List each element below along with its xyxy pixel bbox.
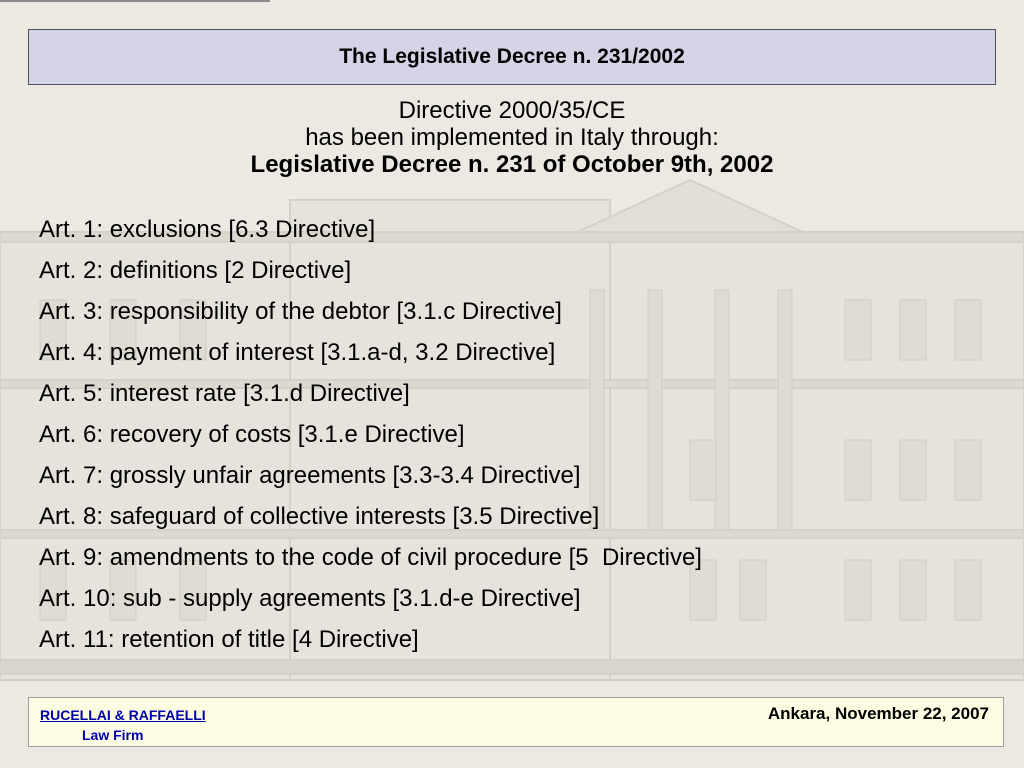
intro-line-directive: Directive 2000/35/CE <box>398 97 626 124</box>
article-item-4: Art. 4: payment of interest [3.1.a-d, 3.2 Directive] <box>39 339 556 366</box>
article-item-11: Art. 11: retention of title [4 Directive] <box>39 626 419 653</box>
article-item-7: Art. 7: grossly unfair agreements [3.3-3.4 Directive] <box>39 462 581 489</box>
article-item-8: Art. 8: safeguard of collective interests [3.5 Directive] <box>39 503 600 530</box>
firm-name-link[interactable]: RUCELLAI & RAFFAELLI <box>40 707 206 723</box>
article-item-3: Art. 3: responsibility of the debtor [3.1.c Directive] <box>39 298 562 325</box>
intro-line-implemented: has been implemented in Italy through: <box>305 124 719 151</box>
intro-text-block <box>0 97 1024 178</box>
article-item-9: Art. 9: amendments to the code of civil procedure [5 Directive] <box>39 544 702 571</box>
article-item-1: Art. 1: exclusions [6.3 Directive] <box>39 216 376 243</box>
top-divider-line <box>0 0 270 2</box>
article-item-6: Art. 6: recovery of costs [3.1.e Directive] <box>39 421 465 448</box>
article-item-10: Art. 10: sub - supply agreements [3.1.d-e Directive] <box>39 585 581 612</box>
footer-bar <box>28 697 1004 747</box>
firm-subtitle: Law Firm <box>82 727 144 743</box>
article-item-5: Art. 5: interest rate [3.1.d Directive] <box>39 380 410 407</box>
slide-title-bar <box>28 29 996 85</box>
intro-line-decree: Legislative Decree n. 231 of October 9th, 2002 <box>250 151 774 178</box>
location-date: Ankara, November 22, 2007 <box>767 704 989 723</box>
articles-list <box>39 209 999 660</box>
slide-title: The Legislative Decree n. 231/2002 <box>339 45 685 68</box>
article-item-2: Art. 2: definitions [2 Directive] <box>39 257 352 284</box>
